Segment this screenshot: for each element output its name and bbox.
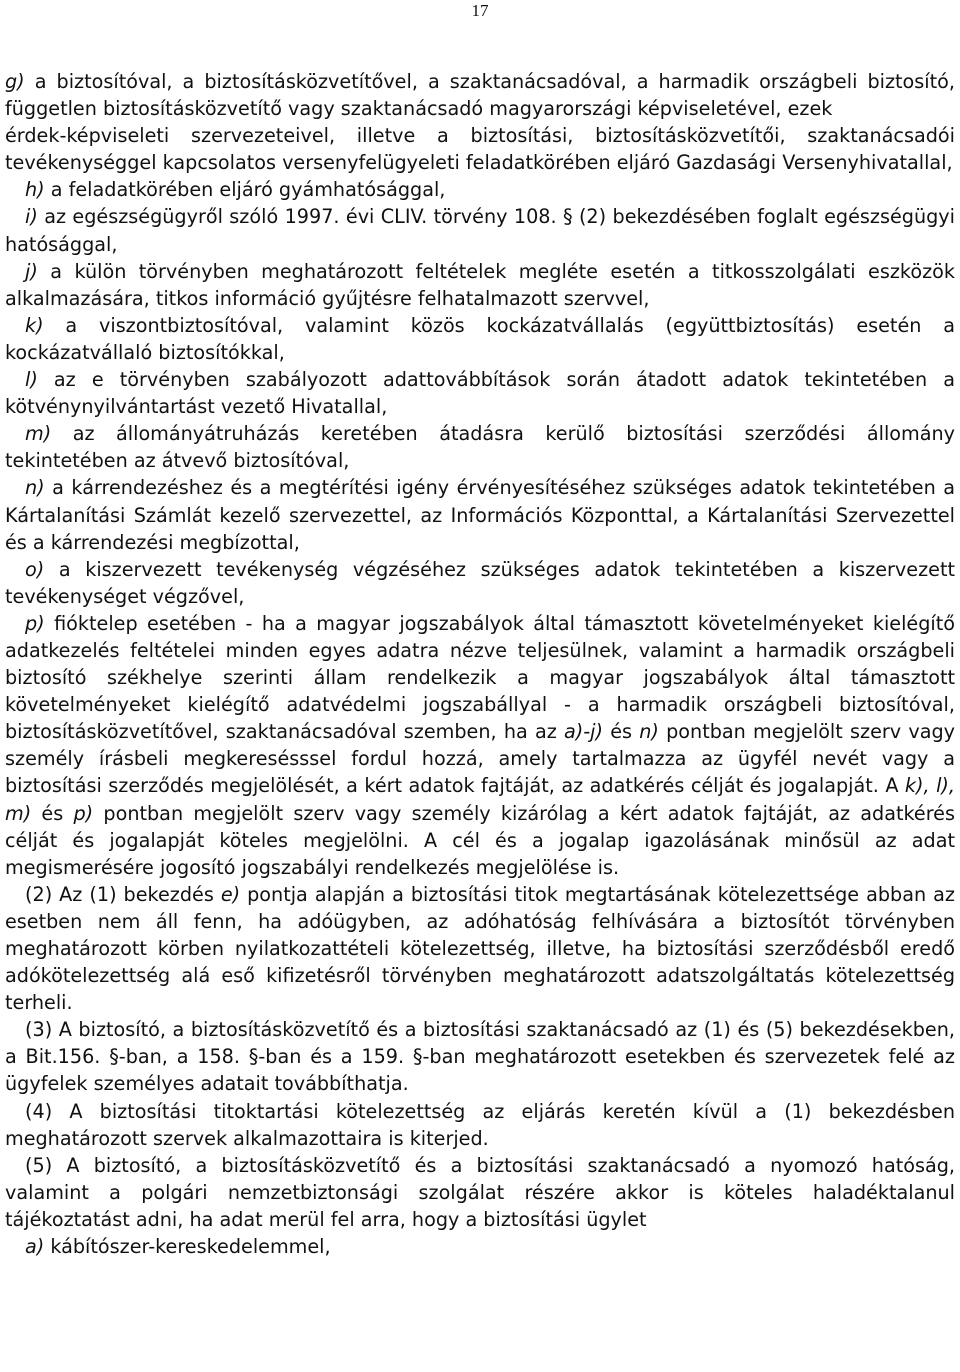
paragraph-3: [5, 1016, 955, 1097]
item-text: az egészségügyről szóló 1997. évi CLIV. törvény 108. § (2) bekezdésében foglalt egészségügyi hatósággal,: [5, 205, 955, 256]
item-text: érdek-képviseleti szervezeteivel, illetve a biztosítási, biztosításközvetítői, szaktanácsadói tevékenységgel kapcsolatos versenyfelügyeleti feladatkörében eljáró Gazdasági Versenyhivatallal,: [5, 124, 955, 175]
document-body: [5, 68, 955, 1260]
paragraph-5: [5, 1152, 955, 1233]
item-text: a külön törvényben meghatározott feltételek megléte esetén a titkosszolgálati eszközök alkalmazására, titkos információ gyűjtésre felhatalmazott szervvel,: [5, 259, 955, 310]
list-item-n: [5, 474, 955, 555]
item-marker: p): [25, 611, 45, 635]
list-item-g: [5, 68, 955, 122]
cross-reference: a)-j): [564, 720, 603, 744]
list-item-o: [5, 556, 955, 610]
list-item-p: [5, 610, 955, 881]
page-number: 17: [471, 1, 489, 20]
list-item-i: [5, 203, 955, 257]
item-text: a kárrendezéshez és a megtérítési igény érvényesítéséhez szükséges adatok tekintetében a Kártalanítási Számlát kezelő szervezettel, az Információs Központtal, a Kártalanítási Szervezettel és a kárrendezési megbízottal,: [5, 476, 955, 554]
item-text: fióktelep esetében - ha a magyar jogszabályok által támasztott követelményeket kielégítő adatkezelés feltételei minden egyes adatra nézve teljesülnek, valamint a harmadik országbeli biztosító székhelye szerinti állam rendelkezik a magyar jogszabályok által támasztott követelményeket kielégítő adatvédelmi jogszabállyal - a harmadik országbeli biztosítóval, biztosításközvetítővel, szaktanácsadóval szemben, ha az: [5, 611, 955, 744]
list-item-j: [5, 258, 955, 312]
item-marker: o): [25, 557, 45, 581]
paragraph-4: [5, 1098, 955, 1152]
list-item-h: [5, 176, 955, 203]
cross-reference: p): [73, 801, 94, 825]
item-text: az e törvényben szabályozott adattovábbítások során átadott adatok tekintetében a kötvénynyilvántartást vezető Hivatallal,: [5, 368, 955, 419]
cross-reference: k), l), m): [5, 774, 955, 825]
item-text: pontban megjelölt szerv vagy személy kizárólag a kért adatok fajtáját, az adatkérés célját és jogalapját köteles megjelölni. A cél és a jogalap igazolásának minősül az adat megismerésére jogosító jogszabályi rendelkezés megjelölése is.: [5, 801, 955, 879]
item-text: és: [31, 801, 74, 825]
item-marker: a): [25, 1235, 45, 1259]
paragraph-text: (3) A biztosító, a biztosításközvetítő és a biztosítási szaktanácsadó az (1) és (5) bekezdésekben, a Bit.156. §-ban, a 158. §-ban és a 159. §-ban meghatározott esetekben és szervezetek felé az ügyfelek személyes adatait továbbíthatja.: [5, 1018, 955, 1096]
paragraph-2: [5, 881, 955, 1016]
item-text: a biztosítóval, a biztosításközvetítővel, a szaktanácsadóval, a harmadik országbeli biztosító, független biztosításközvetítő vagy szaktanácsadó magyarországi képviseletével, ezek: [5, 70, 955, 121]
item-text: az állományátruházás keretében átadásra kerülő biztosítási szerződési állomány tekintetében az átvevő biztosítóval,: [5, 422, 955, 473]
item-marker: m): [25, 422, 52, 446]
list-item-continuation: [5, 122, 955, 176]
item-marker: k): [25, 313, 44, 337]
item-marker: g): [5, 70, 25, 93]
item-text: a kiszervezett tevékenység végzéséhez szükséges adatok tekintetében a kiszervezett tevékenységet végzővel,: [5, 557, 955, 608]
list-item-a: [5, 1233, 955, 1260]
item-marker: h): [25, 178, 45, 202]
list-item-k: [5, 312, 955, 366]
cross-reference: e): [220, 882, 241, 906]
item-text: a feladatkörében eljáró gyámhatósággal,: [44, 178, 446, 202]
paragraph-text: (4) A biztosítási titoktartási kötelezettség az eljárás keretén kívül a (1) bekezdésben meghatározott szervek alkalmazottaira is kiterjed.: [5, 1099, 955, 1150]
cross-reference: n): [639, 720, 659, 744]
item-marker: n): [25, 476, 45, 500]
item-marker: i): [25, 205, 38, 229]
item-marker: j): [25, 259, 38, 283]
item-text: és: [603, 720, 640, 744]
paragraph-text: (2) Az (1) bekezdés: [25, 882, 221, 906]
item-text: a viszontbiztosítóval, valamint közös kockázatvállalás (együttbiztosítás) esetén a kockázatvállaló biztosítókkal,: [5, 313, 955, 364]
list-item-m: [5, 420, 955, 474]
paragraph-text: (5) A biztosító, a biztosításközvetítő és a biztosítási szaktanácsadó a nyomozó hatóság, valamint a polgári nemzetbiztonsági szolgálat részére akkor is köteles haladéktalanul tájékoztatást adni, ha adat merül fel arra, hogy a biztosítási ügylet: [5, 1153, 955, 1231]
list-item-l: [5, 366, 955, 420]
paragraph-text: pontja alapján a biztosítási titok megtartásának kötelezettsége abban az esetben nem áll fenn, ha adóügyben, az adóhatóság felhívására a biztosítót törvényben meghatározott körben nyilatkozattételi kötelezettség, illetve, ha biztosítási szerződésből eredő adókötelezettség alá eső kifizetésről törvényben meghatározott adatszolgáltatás kötelezettség terheli.: [5, 882, 955, 1015]
item-text: kábítószer-kereskedelemmel,: [44, 1235, 331, 1259]
item-text: pontban megjelölt szerv vagy személy írásbeli megkeresésssel fordul hozzá, amely tartalmazza az ügyfél nevét vagy a biztosítási szerződés megjelölését, a kért adatok fajtáját, az adatkérés célját és jogalapját. A: [5, 720, 955, 798]
item-marker: l): [25, 368, 38, 392]
